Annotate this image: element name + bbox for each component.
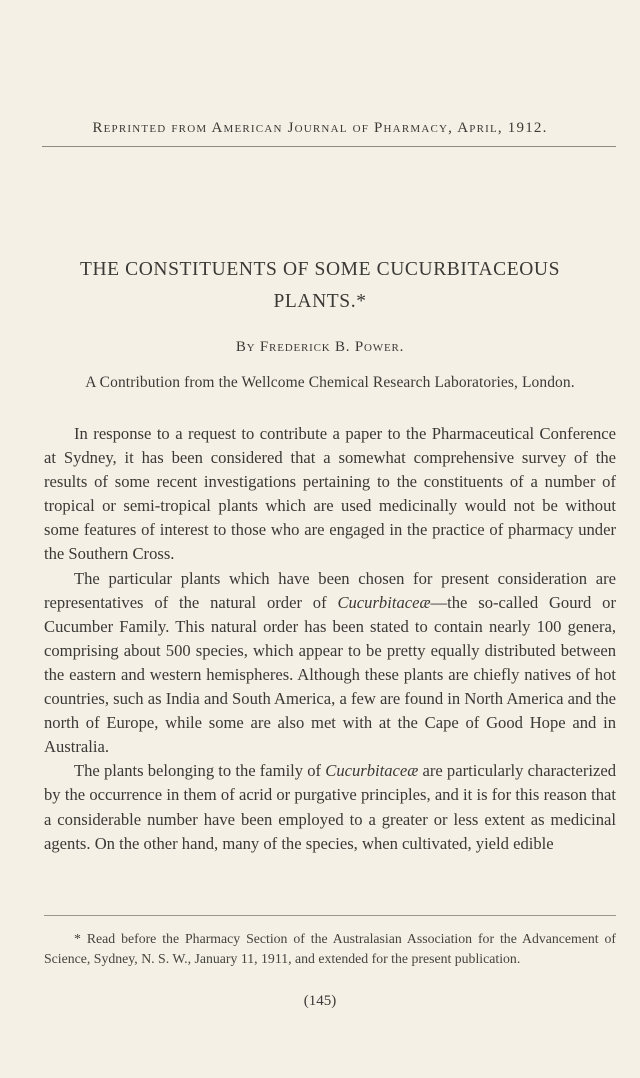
paragraph-3-family-name: Cucurbitaceæ: [325, 761, 419, 781]
paragraph-2-text-a: The particular plants which have been chosen for present consideration are representatives of the natural order of: [44, 568, 616, 612]
paragraph-1: In response to a request to contribute a paper to the Pharmaceutical Conference at Sydney, it has been considered that a somewhat comprehensive survey of the results of some recent investigations pertaining to the constituents of a number of tropical or semi-tropical plants which are used medicinally would not be without some features of interest to those who are engaged in the practice of pharmacy under the Southern Cross.: [44, 424, 616, 564]
article-body: [44, 422, 616, 856]
paragraph-2: [44, 567, 616, 760]
footnote-text: * Read before the Pharmacy Section of the Australasian Association for the Advancement of Science, Sydney, N. S. W., January 11, 1911, and extended for the present publication.: [44, 931, 616, 966]
title-line-2: PLANTS.*: [273, 291, 367, 312]
page-number: (145): [303, 993, 337, 1009]
footnote-rule: [44, 915, 616, 916]
paragraph-2-family-name: Cucurbitaceæ: [337, 592, 431, 612]
header-rule: [42, 146, 616, 147]
contribution-note: A Contribution from the Wellcome Chemical Research Laboratories, London.: [85, 374, 575, 391]
paragraph-3-text-b: are particularly characterized by the occurrence in them of acrid or purgative principles, and it is for this reason that a considerable number have been employed to a greater or less extent as medicinal agents. On the other hand, many of the species, when cultivated, yield edible: [44, 761, 616, 853]
running-head: Reprinted from American Journal of Pharmacy, April, 1912.: [92, 120, 548, 136]
author-byline: By Frederick B. Power.: [235, 339, 405, 355]
footnote: [44, 929, 616, 968]
article-title: [40, 254, 600, 318]
title-line-1: THE CONSTITUENTS OF SOME CUCURBITACEOUS: [79, 259, 561, 280]
paragraph-3-text-a: The plants belonging to the family of: [74, 761, 326, 781]
paragraph-2-text-b: —the so-called Gourd or Cucumber Family. This natural order has been stated to contain nearly 100 genera, comprising about 500 species, which appear to be pretty equally distributed between the eastern and western hemispheres. Although these plants are chiefly natives of hot countries, such as India and South America, a few are found in North America and the north of Europe, while some are also met with at the Cape of Good Hope and in Australia.: [44, 592, 616, 757]
paragraph-3: [44, 759, 616, 855]
